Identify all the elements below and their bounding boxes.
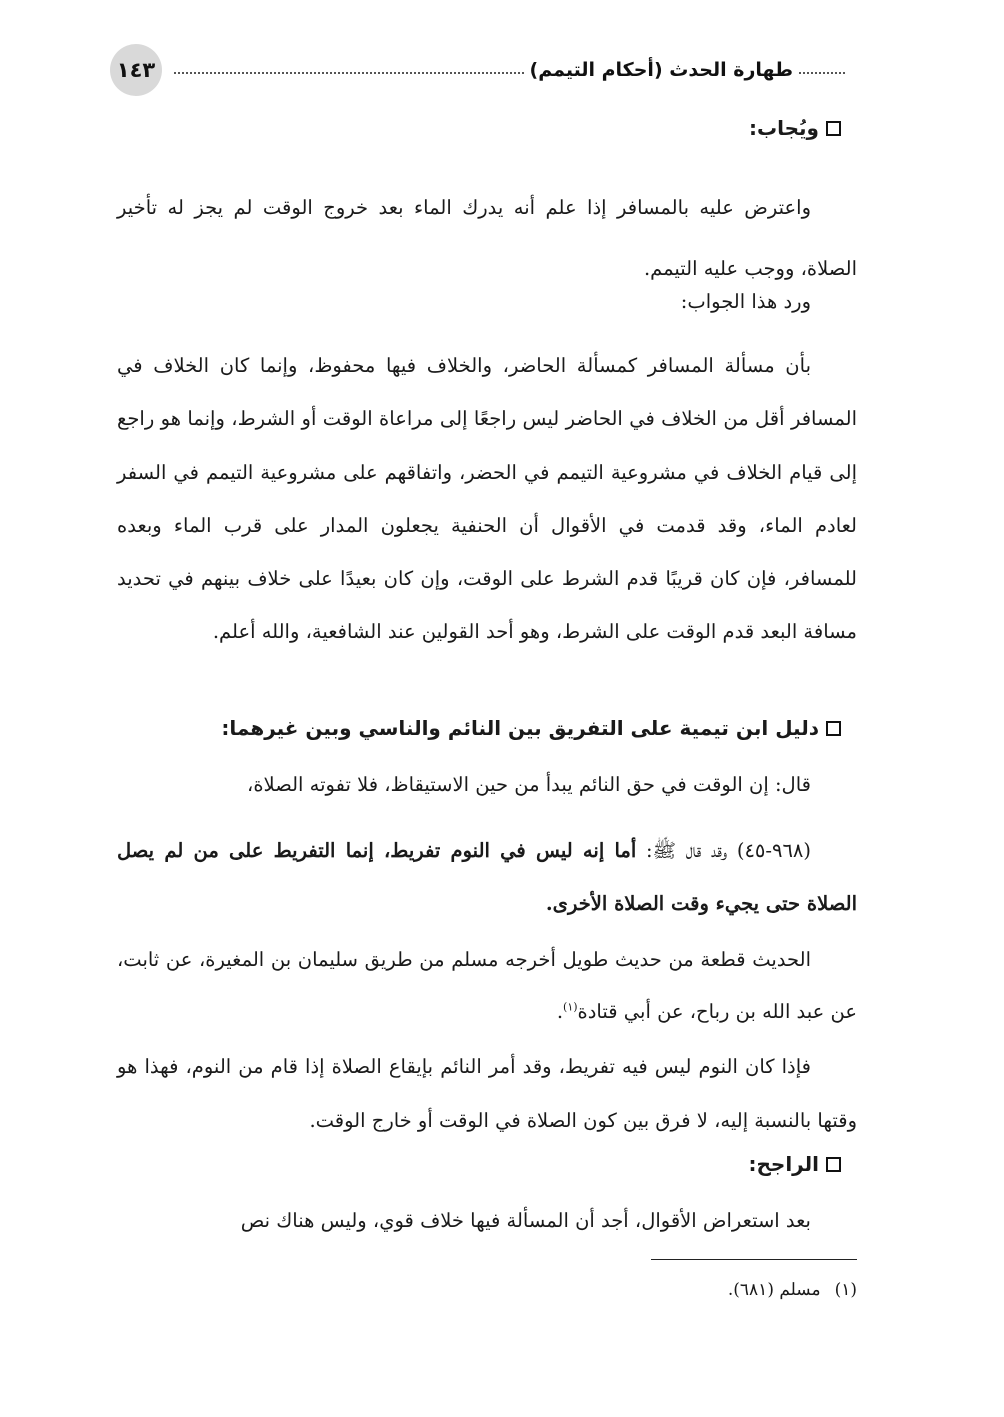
paragraph: قال: إن الوقت في حق النائم يبدأ من حين الاستيقاظ، فلا تفوته الصلاة، <box>247 773 811 796</box>
checkbox-square-icon <box>826 1157 841 1172</box>
page-number: ١٤٣ <box>110 44 162 96</box>
checkbox-square-icon <box>826 121 841 136</box>
paragraph-text: الحديث قطعة من حديث طويل أخرجه مسلم من طريق سليمان بن المغيرة، عن ثابت، عن عبد الله بن رباح، عن أبي قتادة <box>117 948 857 1023</box>
leader-dots-right <box>799 72 845 74</box>
hadith-paragraph <box>117 824 857 930</box>
footnote <box>117 1276 857 1304</box>
footnote-marker: (١) <box>563 1000 578 1014</box>
paragraph: بأن مسألة المسافر كمسألة الحاضر، والخلاف فيها محفوظ، وإنما كان الخلاف في المسافر أقل من الخلاف في الحاضر ليس راجعًا إلى مراعاة الوقت أو الشرط، وإنما هو راجع إلى قيام الخلاف في مشروعية التيمم في الحضر، واتفاقهم على مشروعية التيمم في السفر لعادم الماء، وقد قدمت في الأقوال أن الحنفية يجعلون المدار على قرب الماء وبعده للمسافر، فإن كان قريبًا قدم الشرط على الوقت، وإن كان بعيدًا على خلاف بينهم في تحديد مسافة البعد قدم الوقت على الشرط، وهو أحد القولين عند الشافعية، والله أعلم. <box>117 354 857 644</box>
paragraph <box>117 934 857 1038</box>
page-header <box>110 44 845 102</box>
paragraph-end: . <box>556 1000 564 1023</box>
heading-text: دليل ابن تيمية على التفريق بين النائم والناسي وبين غيرهما: <box>221 716 819 740</box>
hadith-intro: وقد قال ﷺ: <box>645 839 728 862</box>
heading-text: الراجح: <box>748 1152 819 1176</box>
running-title-text: طهارة الحدث (أحكام التيمم) <box>529 59 793 81</box>
leader-dots-left <box>174 72 524 74</box>
footnote-number: (١) <box>834 1280 857 1300</box>
footnote-text: مسلم (٦٨١). <box>727 1280 821 1300</box>
checkbox-square-icon <box>826 721 841 736</box>
paragraph: واعترض عليه بالمسافر إذا علم أنه يدرك الماء بعد خروج الوقت لم يجز له تأخير الصلاة، ووجب عليه التيمم. <box>117 196 857 280</box>
hadith-text: أما إنه ليس في النوم تفريط، إنما التفريط على من لم يصل الصلاة حتى يجيء وقت الصلاة الأخرى. <box>117 839 857 915</box>
paragraph: بعد استعراض الأقوال، أجد أن المسألة فيها خلاف قوي، وليس هناك نص <box>240 1209 811 1232</box>
section-heading-preferred <box>117 1152 857 1176</box>
section-heading-answer <box>117 116 857 140</box>
heading-text: ويُجاب: <box>749 116 819 140</box>
section-heading-ibn-taymiyyah <box>117 716 857 740</box>
hadith-reference-number: (٩٦٨-٤٥) <box>736 839 812 862</box>
paragraph: ورد هذا الجواب: <box>680 290 811 313</box>
paragraph: فإذا كان النوم ليس فيه تفريط، وقد أمر النائم بإيقاع الصلاة إذا قام من النوم، فهذا هو وقتها بالنسبة إليه، لا فرق بين كون الصلاة في الوقت أو خارج الوقت. <box>117 1055 857 1132</box>
running-title <box>174 54 845 86</box>
footnote-separator <box>651 1259 857 1260</box>
